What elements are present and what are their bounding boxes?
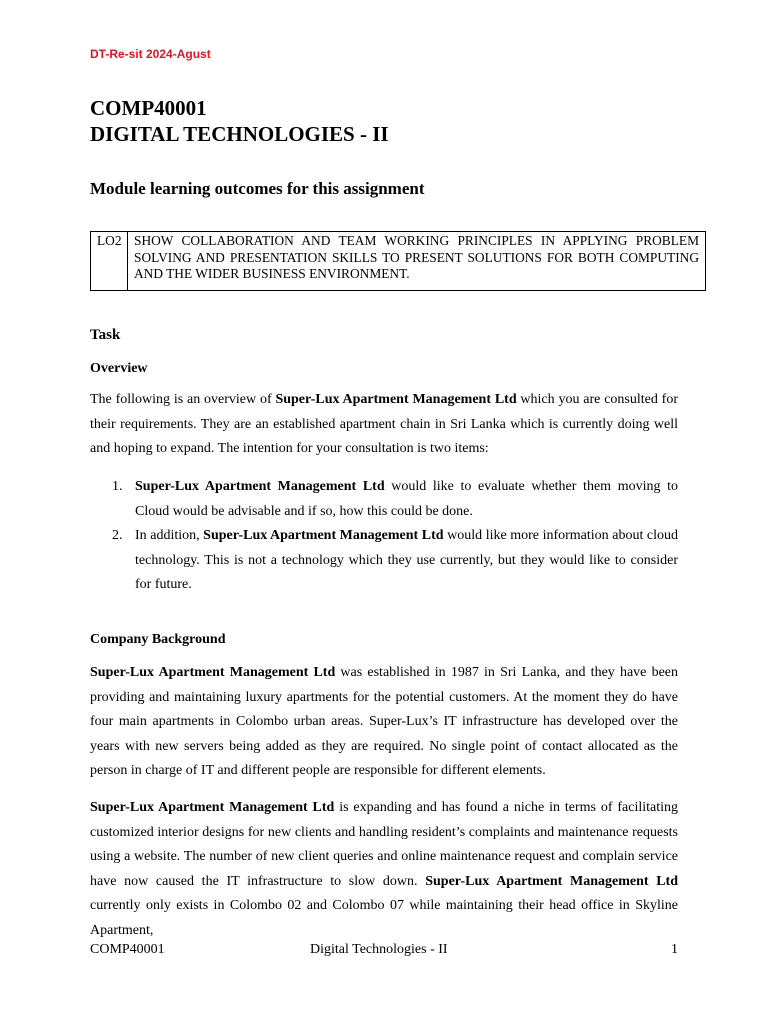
outcome-code: LO2 (91, 232, 128, 291)
module-name: DIGITAL TECHNOLOGIES - II (90, 122, 389, 146)
task-heading: Task (90, 327, 121, 343)
company-name: Super-Lux Apartment Management Ltd (135, 479, 385, 494)
footer-module-code: COMP40001 (90, 942, 165, 957)
company-name: Super-Lux Apartment Management Ltd (90, 800, 335, 815)
company-background-heading: Company Background (90, 632, 226, 647)
outcome-description: SHOW COLLABORATION AND TEAM WORKING PRINCIPLES IN APPLYING PROBLEM SOLVING AND PRESENTATION SKILLS TO PRESENT SOLUTIONS FOR BOTH COMPUTING AND THE WIDER BUSINESS ENVIRONMENT. (128, 232, 706, 291)
learning-outcomes-table (90, 231, 706, 291)
outcomes-heading: Module learning outcomes for this assignment (90, 179, 425, 198)
list-item: 1. Super-Lux Apartment Management Ltd would like to evaluate whether them moving to Cloud would be advisable and if so, how this could be done. (90, 475, 678, 524)
company-name: Super-Lux Apartment Management Ltd (425, 873, 678, 889)
company-name: Super-Lux Apartment Management Ltd (203, 528, 444, 543)
company-name: Super-Lux Apartment Management Ltd (275, 392, 517, 407)
module-code: COMP40001 (90, 96, 207, 120)
table-row (91, 232, 706, 291)
consultation-items-list (90, 475, 678, 598)
overview-heading: Overview (90, 361, 148, 376)
page-number: 1 (671, 942, 678, 957)
document-title (90, 95, 389, 147)
background-paragraph-1: Super-Lux Apartment Management Ltd was established in 1987 in Sri Lanka, and they have been providing and maintaining luxury apartments for the potential customers. At the moment they do have four main apartments in Colombo urban areas. Super-Lux’s IT infrastructure has developed over the years with new servers being added as they are required. No single point of contact allocated as the person in charge of IT and different people are responsible for different elements. (90, 665, 679, 778)
background-paragraph-2: Super-Lux Apartment Management Ltd is expanding and has found a niche in terms of facilitating customized interior designs for new clients and handling resident’s complaints and maintenance requests using a website. The number of new client queries and online maintenance request and complain service have now caused the IT infrastructure to slow down. Super-Lux Apartment Management Ltd currently only exists in Colombo 02 and Colombo 07 while maintaining their head office in Skyline Apartment, (90, 800, 679, 938)
list-number: 1. (112, 479, 123, 494)
footer-module-name: Digital Technologies - II (310, 942, 448, 957)
list-item: 2. In addition, Super-Lux Apartment Management Ltd would like more information about cloud technology. This is not a technology which they use currently, but they would like to consider for future. (90, 524, 678, 598)
overview-paragraph: The following is an overview of Super-Lux Apartment Management Ltd which you are consulted for their requirements. They are an established apartment chain in Sri Lanka which is currently doing well and hoping to expand. The intention for your consultation is two items: (90, 392, 678, 456)
list-number: 2. (112, 528, 123, 543)
resit-tag: DT-Re-sit 2024-Agust (90, 47, 211, 61)
company-name: Super-Lux Apartment Management Ltd (90, 665, 336, 680)
